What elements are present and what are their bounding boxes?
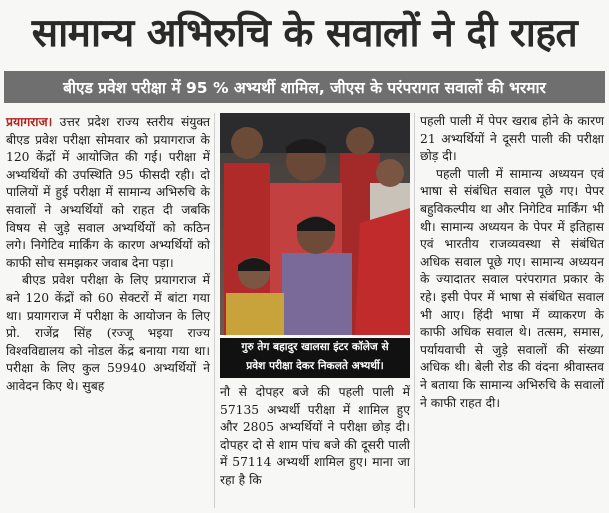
photo-caption xyxy=(220,338,410,378)
article-text: उत्तर प्रदेश राज्य स्तरीय संयुक्त बीएड प्रवेश परीक्षा सोमवार को प्रयागराज के 120 केंद्रों में आयोजित की गई। परीक्षा में अभ्यर्थियों की उपस्थिति 95 फीसदी रही। दो पालियों में हुई परीक्षा में सामान्य अभिरुचि के सवालों ने अभ्यर्थियों को राहत दी जबकि विषय से जुड़े सवाल अभ्यर्थियों को कठिन लगे। निगेटिव मार्किंग के कारण अभ्यर्थियों को काफी सोच समझकर जवाब देना पड़ा। xyxy=(6,115,210,270)
subheadline: बीएड प्रवेश परीक्षा में 95 % अभ्यर्थी शामिल, जीएस के परंपरागत सवालों की भरमार xyxy=(4,71,605,103)
caption-line: प्रवेश परीक्षा देकर निकलते अभ्यर्थी। xyxy=(246,360,384,372)
dateline: प्रयागराज। xyxy=(6,114,53,129)
article-column-middle xyxy=(220,384,410,508)
article-paragraph: पहली पाली में पेपर खराब होने के कारण 21 अभ्यर्थियों ने दूसरी पाली की परीक्षा छोड़ दी। xyxy=(420,114,604,164)
photo-illustration xyxy=(220,113,410,335)
article-paragraph: पहली पाली में सामान्य अध्ययन एवं भाषा से संबंधित सवाल पूछे गए। पेपर बहुविकल्पीय था और निगेटिव मार्किंग भी थी। सामान्य अध्ययन के पेपर में इतिहास एवं भारतीय राजव्यवस्था से संबंधित अधिक सवाल पूछे गए। सामान्य अध्ययन के ज्यादातर सवाल परंपरागत प्रकार के रहे। इसी पेपर में भाषा से संबंधित सवाल भी आए। हिंदी भाषा में व्याकरण के काफी अधिक सवाल थे। तत्सम, समास, पर्यायवाची से जुड़े सवालों की संख्या अधिक थी। बेली रोड की वंदना श्रीवास्तव ने बताया कि सामान्य अभिरुचि के सवालों ने काफी राहत दी। xyxy=(420,166,604,410)
column-divider xyxy=(214,113,215,508)
caption-line: गुरु तेग बहादुर खालसा इंटर कॉलेज से xyxy=(241,341,389,353)
column-divider xyxy=(414,113,415,508)
article-column-right xyxy=(420,113,604,508)
news-photo xyxy=(220,113,410,335)
article-paragraph: नौ से दोपहर बजे की पहली पाली में 57135 अभ्यर्थी परीक्षा में शामिल हुए और 2805 अभ्यर्थियों ने परीक्षा छोड़ दी। दोपहर दो से शाम पांच बजे की दूसरी पाली में 57114 अभ्यर्थी शामिल हुए। माना जा रहा है कि xyxy=(220,385,410,487)
headline: सामान्य अभिरुचि के सवालों ने दी राहत xyxy=(31,10,578,56)
article-paragraph xyxy=(6,113,210,272)
article-column-left xyxy=(6,113,210,508)
article-paragraph: बीएड प्रवेश परीक्षा के लिए प्रयागराज में बने 120 केंद्रों को 60 सेक्टरों में बांटा गया था। प्रयागराज में परीक्षा के आयोजन के लिए प्रो. राजेंद्र सिंह (रज्जू भइया राज्य विश्वविद्यालय को नोडल केंद्र बनाया गया था। परीक्षा के लिए कुल 59940 अभ्यर्थियों ने आवेदन किए थे। सुबह xyxy=(6,273,210,393)
